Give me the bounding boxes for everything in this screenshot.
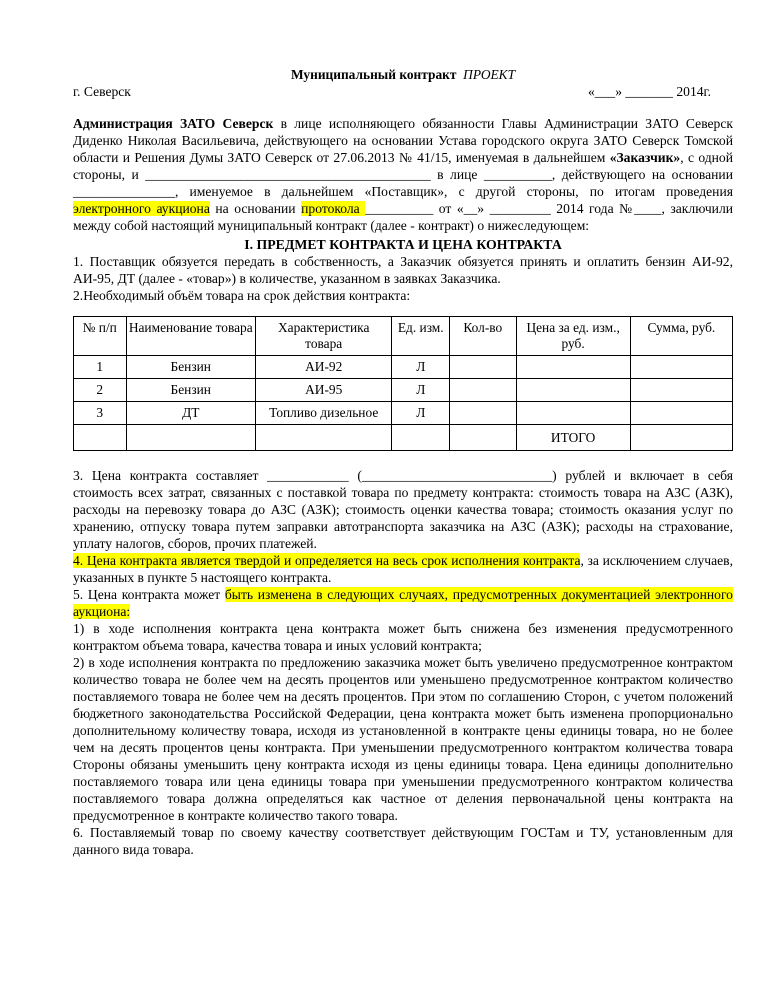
table-cell xyxy=(450,356,517,379)
city: г. Северск xyxy=(73,84,131,99)
table-cell xyxy=(630,379,732,402)
customer-label: «Заказчик» xyxy=(609,150,681,165)
table-cell: Л xyxy=(392,356,450,379)
clause-5: 5. Цена контракта может быть изменена в следующих случаях, предусмотренных документацией электронного аукциона: xyxy=(73,587,733,619)
contract-page xyxy=(73,66,733,858)
section-heading: I. ПРЕДМЕТ КОНТРАКТА И ЦЕНА КОНТРАКТА xyxy=(244,237,562,252)
table-row xyxy=(74,402,733,425)
table-cell: Л xyxy=(392,379,450,402)
table-cell xyxy=(630,402,732,425)
table-cell xyxy=(450,402,517,425)
title-text: Муниципальный контракт xyxy=(290,67,457,82)
table-header-cell: Цена за ед. изм., руб. xyxy=(516,317,630,356)
highlight-price-change: быть изменена в следующих случаях, предусмотренных документацией электронного аукциона: xyxy=(73,587,733,619)
clause-5-2: 2) в ходе исполнения контракта по предложению заказчика может быть увеличено предусмотренное контрактом количество товара не более чем на десять процентов или уменьшено предусмотренное контрактом количество поставляемого товара не более чем на десять процентов. При этом по соглашению Сторон, с учетом положений бюджетного законодательства Российской Федерации, цена контракта может быть изменена пропорционально дополнительному количеству товара, исходя из установленной в контракте цены единицы товара, но не более чем на десять процентов цены контракта. При уменьшении предусмотренного контрактом количества товара Стороны обязаны уменьшить цену контракта исходя из цены единицы товара. Цена единицы дополнительно поставляемого товара или цена единицы товара при уменьшении предусмотренного контрактом количества поставляемого товара должна определяться как частное от деления первоначальной цены контракта на предусмотренное в контракте количество такого товара. xyxy=(73,655,733,823)
table-header-cell: Характеристика товара xyxy=(255,317,391,356)
goods-table xyxy=(73,316,733,451)
table-header-cell: Сумма, руб. xyxy=(630,317,732,356)
preamble: Администрация ЗАТО Северск в лице исполняющего обязанности Главы Администрации ЗАТО Северск Диденко Николая Васильевича, действующего на основании Устава городского округа ЗАТО Северск Томской области и Решения Думы ЗАТО Северск от 27.06.2013 № 41/15, именуемая в дальнейшем «Заказчик», с одной стороны, и __________________________________________ в лице __________, действующего на основании _______________, именуемое в дальнейшем «Поставщик», с другой стороны, по итогам проведения электронного аукциона на основании протокола __________ от «__» _________ 2014 года №____, заключили между собой настоящий муниципальный контракт (далее - контракт) о нижеследующем: xyxy=(73,116,733,233)
table-cell: Топливо дизельное xyxy=(255,402,391,425)
table-total-row xyxy=(74,425,733,451)
table-row xyxy=(74,379,733,402)
table-header-cell: Наименование товара xyxy=(126,317,255,356)
city-date-line xyxy=(73,83,733,100)
table-cell xyxy=(516,402,630,425)
table-header-cell: № п/п xyxy=(74,317,127,356)
highlight-auction: электронного аукциона xyxy=(73,201,210,216)
table-cell: Бензин xyxy=(126,356,255,379)
org-name: Администрация ЗАТО Северск xyxy=(73,116,274,131)
table-header-cell: Кол-во xyxy=(450,317,517,356)
clause-2: 2.Необходимый объём товара на срок действия контракта: xyxy=(73,288,411,303)
clause-3: 3. Цена контракта составляет ____________ (____________________________) рублей и включает в себя стоимость всех затрат, связанных с поставкой товара по предмету контракта: стоимость товара на АЗС (АЗК), расходы на перевозку товара до АЗС (АЗК); стоимость оценки качества товара; стоимость оказания услуг по хранению, отпуску товара путем заправки автотранспорта заказчика на АЗС (АЗК); расходы на страхование, уплату налогов, сборов, прочих платежей. xyxy=(73,468,733,551)
table-header-row xyxy=(74,317,733,356)
draft-label: ПРОЕКТ xyxy=(463,67,516,82)
table-cell xyxy=(516,356,630,379)
table-row xyxy=(74,356,733,379)
contract-date: «___» _______ 2014г. xyxy=(588,84,711,99)
table-cell: 2 xyxy=(74,379,127,402)
clause-5-1: 1) в ходе исполнения контракта цена контракта может быть снижена без изменения предусмотренного контрактом объема товара, качества товара и иных условий контракта; xyxy=(73,621,733,653)
highlight-fixed-price: 4. Цена контракта является твердой и определяется на весь срок исполнения контракта xyxy=(73,553,581,568)
clause-6: 6. Поставляемый товар по своему качеству соответствует действующим ГОСТам и ТУ, установленным для данного вида товара. xyxy=(73,825,733,857)
table-cell: ДТ xyxy=(126,402,255,425)
table-cell xyxy=(516,379,630,402)
table-cell: АИ-95 xyxy=(255,379,391,402)
clause-4: 4. Цена контракта является твердой и определяется на весь срок исполнения контракта, за исключением случаев, указанных в пункте 5 настоящего контракта. xyxy=(73,553,733,585)
table-cell: АИ-92 xyxy=(255,356,391,379)
total-label: ИТОГО xyxy=(516,425,630,451)
clause-1: 1. Поставщик обязуется передать в собственность, а Заказчик обязуется принять и оплатить бензин АИ-92, АИ-95, ДТ (далее - «товар») в количестве, указанном в заявках Заказчика. xyxy=(73,254,733,286)
table-cell: 3 xyxy=(74,402,127,425)
table-cell xyxy=(450,379,517,402)
contract-title xyxy=(73,66,733,83)
table-cell xyxy=(630,356,732,379)
table-cell: 1 xyxy=(74,356,127,379)
table-cell: Бензин xyxy=(126,379,255,402)
table-header-cell: Ед. изм. xyxy=(392,317,450,356)
highlight-protocol: протокола xyxy=(301,201,366,216)
table-cell: Л xyxy=(392,402,450,425)
